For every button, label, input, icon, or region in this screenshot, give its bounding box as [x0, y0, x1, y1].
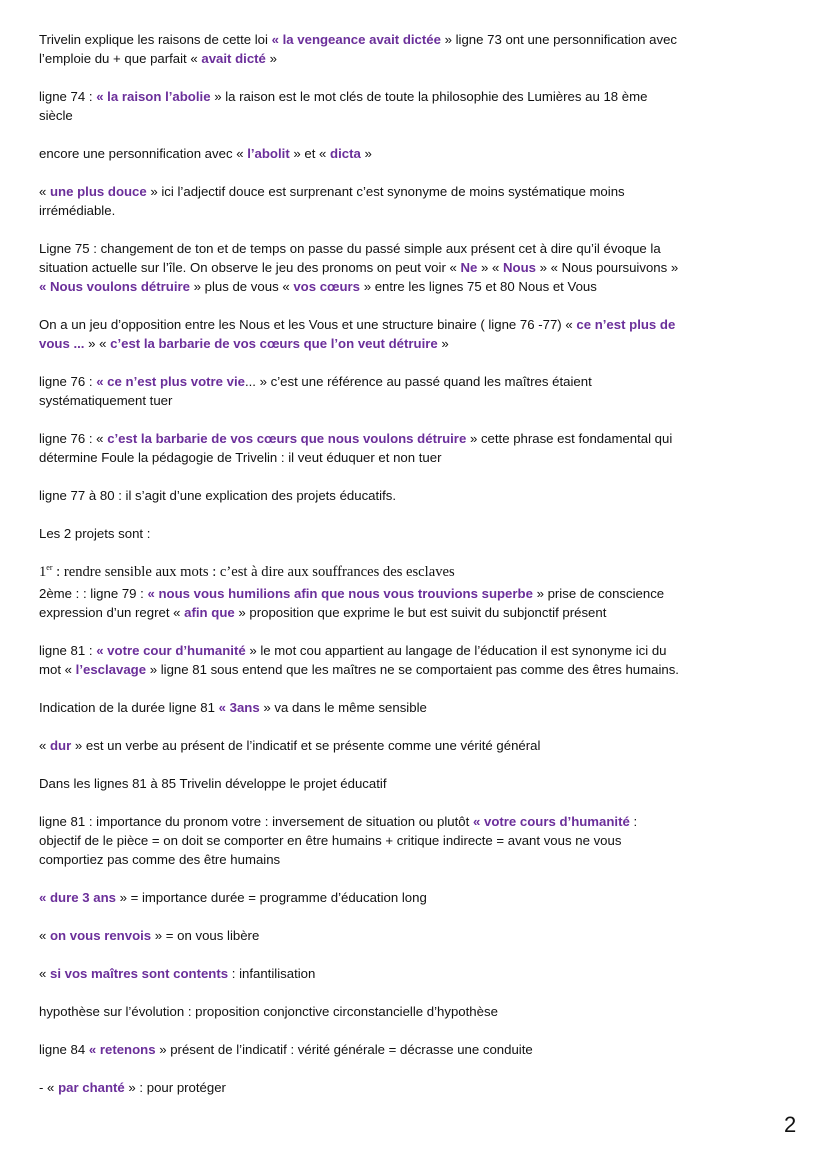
quote-highlight: « nous vous humilions afin que nous vous trouvions superbe: [147, 586, 533, 601]
quote-highlight: dicta: [330, 146, 361, 161]
text-run: «: [39, 928, 50, 943]
text-run: » «: [84, 336, 111, 351]
analysis-paragraph: [39, 372, 679, 410]
quote-highlight: afin que: [184, 605, 235, 620]
page-number: 2: [784, 1112, 797, 1137]
text-run: » va dans le même sensible: [259, 700, 427, 715]
analysis-paragraph: [39, 87, 679, 125]
analysis-paragraph: [39, 888, 679, 907]
text-run: Trivelin explique les raisons de cette loi: [39, 32, 272, 47]
text-run: Indication de la durée ligne 81: [39, 700, 219, 715]
text-run: » « Nous poursuivons »: [536, 260, 679, 275]
paragraph-group-2: [39, 584, 679, 1097]
text-run: ligne 81 : importance du pronom votre : inversement de situation ou plutôt: [39, 814, 473, 829]
quote-highlight: l’abolit: [247, 146, 290, 161]
text-run: » et «: [289, 146, 331, 161]
text-run: «: [39, 966, 50, 981]
text-run: ligne 84: [39, 1042, 89, 1057]
text-run: ligne 74 :: [39, 89, 97, 104]
quote-highlight: par chanté: [58, 1080, 125, 1095]
text-run: » = on vous libère: [151, 928, 260, 943]
text-run: » entre les lignes 75 et 80 Nous et Vous: [360, 279, 597, 294]
ordinal-number: 1: [39, 564, 47, 580]
analysis-paragraph: [39, 812, 679, 869]
quote-highlight: « Nous voulons détruire: [39, 279, 190, 294]
text-run: ligne 77 à 80 : il s’agit d’une explication des projets éducatifs.: [39, 488, 397, 503]
analysis-paragraph: [39, 926, 679, 945]
text-run: » = importance durée = programme d’éducation long: [115, 890, 427, 905]
quote-highlight: l’esclavage: [75, 662, 147, 677]
text-run: 2ème : : ligne 79 :: [39, 586, 148, 601]
analysis-paragraph: [39, 182, 679, 220]
text-run: Dans les lignes 81 à 85 Trivelin développe le projet éducatif: [39, 776, 387, 791]
analysis-paragraph: [39, 239, 679, 296]
quote-highlight: si vos maîtres sont contents: [50, 966, 229, 981]
quote-highlight: une plus douce: [50, 184, 147, 199]
analysis-paragraph: [39, 641, 679, 679]
analysis-paragraph: [39, 30, 679, 68]
analysis-paragraph: [39, 486, 679, 505]
quote-highlight: c’est la barbarie de vos cœurs que l’on veut détruire: [110, 336, 438, 351]
text-run: «: [39, 184, 50, 199]
quote-highlight: « votre cours d’humanité: [472, 814, 630, 829]
analysis-paragraph: [39, 964, 679, 983]
quote-highlight: « dure 3 ans: [39, 890, 116, 905]
quote-highlight: « retenons: [88, 1042, 156, 1057]
text-run: » présent de l’indicatif : vérité générale = décrasse une conduite: [155, 1042, 533, 1057]
analysis-paragraph: [39, 1002, 679, 1021]
quote-highlight: c’est la barbarie de vos cœurs que nous voulons détruire: [107, 431, 467, 446]
text-run: » ligne 73 ont une personnification avec l’emploie du + que parfait «: [39, 32, 678, 66]
text-run: »: [265, 51, 277, 66]
analysis-paragraph: [39, 1040, 679, 1059]
text-run: hypothèse sur l’évolution : proposition conjonctive circonstancielle d’hypothèse: [39, 1004, 498, 1019]
text-run: encore une personnification avec «: [39, 146, 248, 161]
text-run: » la raison est le mot clés de toute la philosophie des Lumières au 18 ème siècle: [39, 89, 648, 123]
text-run: »: [437, 336, 449, 351]
analysis-paragraph: [39, 1078, 679, 1097]
quote-highlight: « ce n’est plus votre vie: [96, 374, 245, 389]
quote-highlight: Ne: [460, 260, 478, 275]
analysis-paragraph: [39, 774, 679, 793]
quote-highlight: Nous: [503, 260, 536, 275]
quote-highlight: on vous renvois: [50, 928, 152, 943]
text-run: On a un jeu d’opposition entre les Nous et les Vous et une structure binaire ( ligne 76 -77) «: [39, 317, 577, 332]
text-run: «: [39, 738, 50, 753]
quote-highlight: « la vengeance avait dictée: [271, 32, 441, 47]
text-run: » ligne 81 sous entend que les maîtres ne se comportaient pas comme des êtres humains.: [146, 662, 679, 677]
text-run: » proposition que exprime le but est suivit du subjonctif présent: [234, 605, 607, 620]
text-run: ligne 76 :: [39, 374, 97, 389]
quote-highlight: dur: [50, 738, 72, 753]
text-run: » le mot cou appartient au langage de l’éducation il est synonyme ici du mot «: [39, 643, 667, 677]
text-run: - «: [39, 1080, 59, 1095]
project-one-text: : rendre sensible aux mots : c’est à dire aux souffrances des esclaves: [52, 564, 455, 580]
analysis-paragraph: [39, 584, 679, 622]
analysis-paragraph: [39, 736, 679, 755]
quote-highlight: avait dicté: [201, 51, 266, 66]
text-run: ligne 81 :: [39, 643, 97, 658]
text-run: » est un verbe au présent de l’indicatif et se présente comme une vérité général: [71, 738, 541, 753]
text-run: » plus de vous «: [189, 279, 294, 294]
text-run: » ici l’adjectif douce est surprenant c’est synonyme de moins systématique moins irrémédiable.: [39, 184, 625, 218]
text-run: : objectif de le pièce = on doit se comporter en être humains + critique indirecte = avant vous ne vous comportiez pas comme des être humains: [39, 814, 638, 867]
analysis-paragraph: [39, 315, 679, 353]
quote-highlight: « votre cour d’humanité: [96, 643, 246, 658]
text-run: Les 2 projets sont :: [39, 526, 151, 541]
text-run: » prise de conscience expression d’un regret «: [39, 586, 665, 620]
quote-highlight: vos cœurs: [293, 279, 361, 294]
text-run: »: [360, 146, 372, 161]
quote-highlight: « la raison l’abolie: [96, 89, 211, 104]
analysis-paragraph: [39, 429, 679, 467]
document-body: [39, 30, 679, 1116]
project-one-line: [39, 562, 679, 582]
analysis-paragraph: [39, 698, 679, 717]
quote-highlight: « 3ans: [218, 700, 260, 715]
text-run: » : pour protéger: [124, 1080, 226, 1095]
text-run: : infantilisation: [228, 966, 316, 981]
analysis-paragraph: [39, 524, 679, 543]
text-run: » cette phrase est fondamental qui détermine Foule la pédagogie de Trivelin : il veut éduquer et non tuer: [39, 431, 673, 465]
quote-highlight: ce n’est plus de vous ...: [39, 317, 676, 351]
paragraph-group-1: [39, 30, 679, 543]
text-run: ligne 76 : «: [39, 431, 108, 446]
text-run: Ligne 75 : changement de ton et de temps on passe du passé simple aux présent cet à dire qu’il évoque la situation actuelle sur l’île. On observe le jeu des pronoms on peut voir «: [39, 241, 661, 275]
text-run: » «: [477, 260, 504, 275]
ordinal-suffix: er: [46, 563, 53, 572]
analysis-paragraph: [39, 144, 679, 163]
text-run: ... » c’est une référence au passé quand les maîtres étaient systématiquement tuer: [39, 374, 592, 408]
